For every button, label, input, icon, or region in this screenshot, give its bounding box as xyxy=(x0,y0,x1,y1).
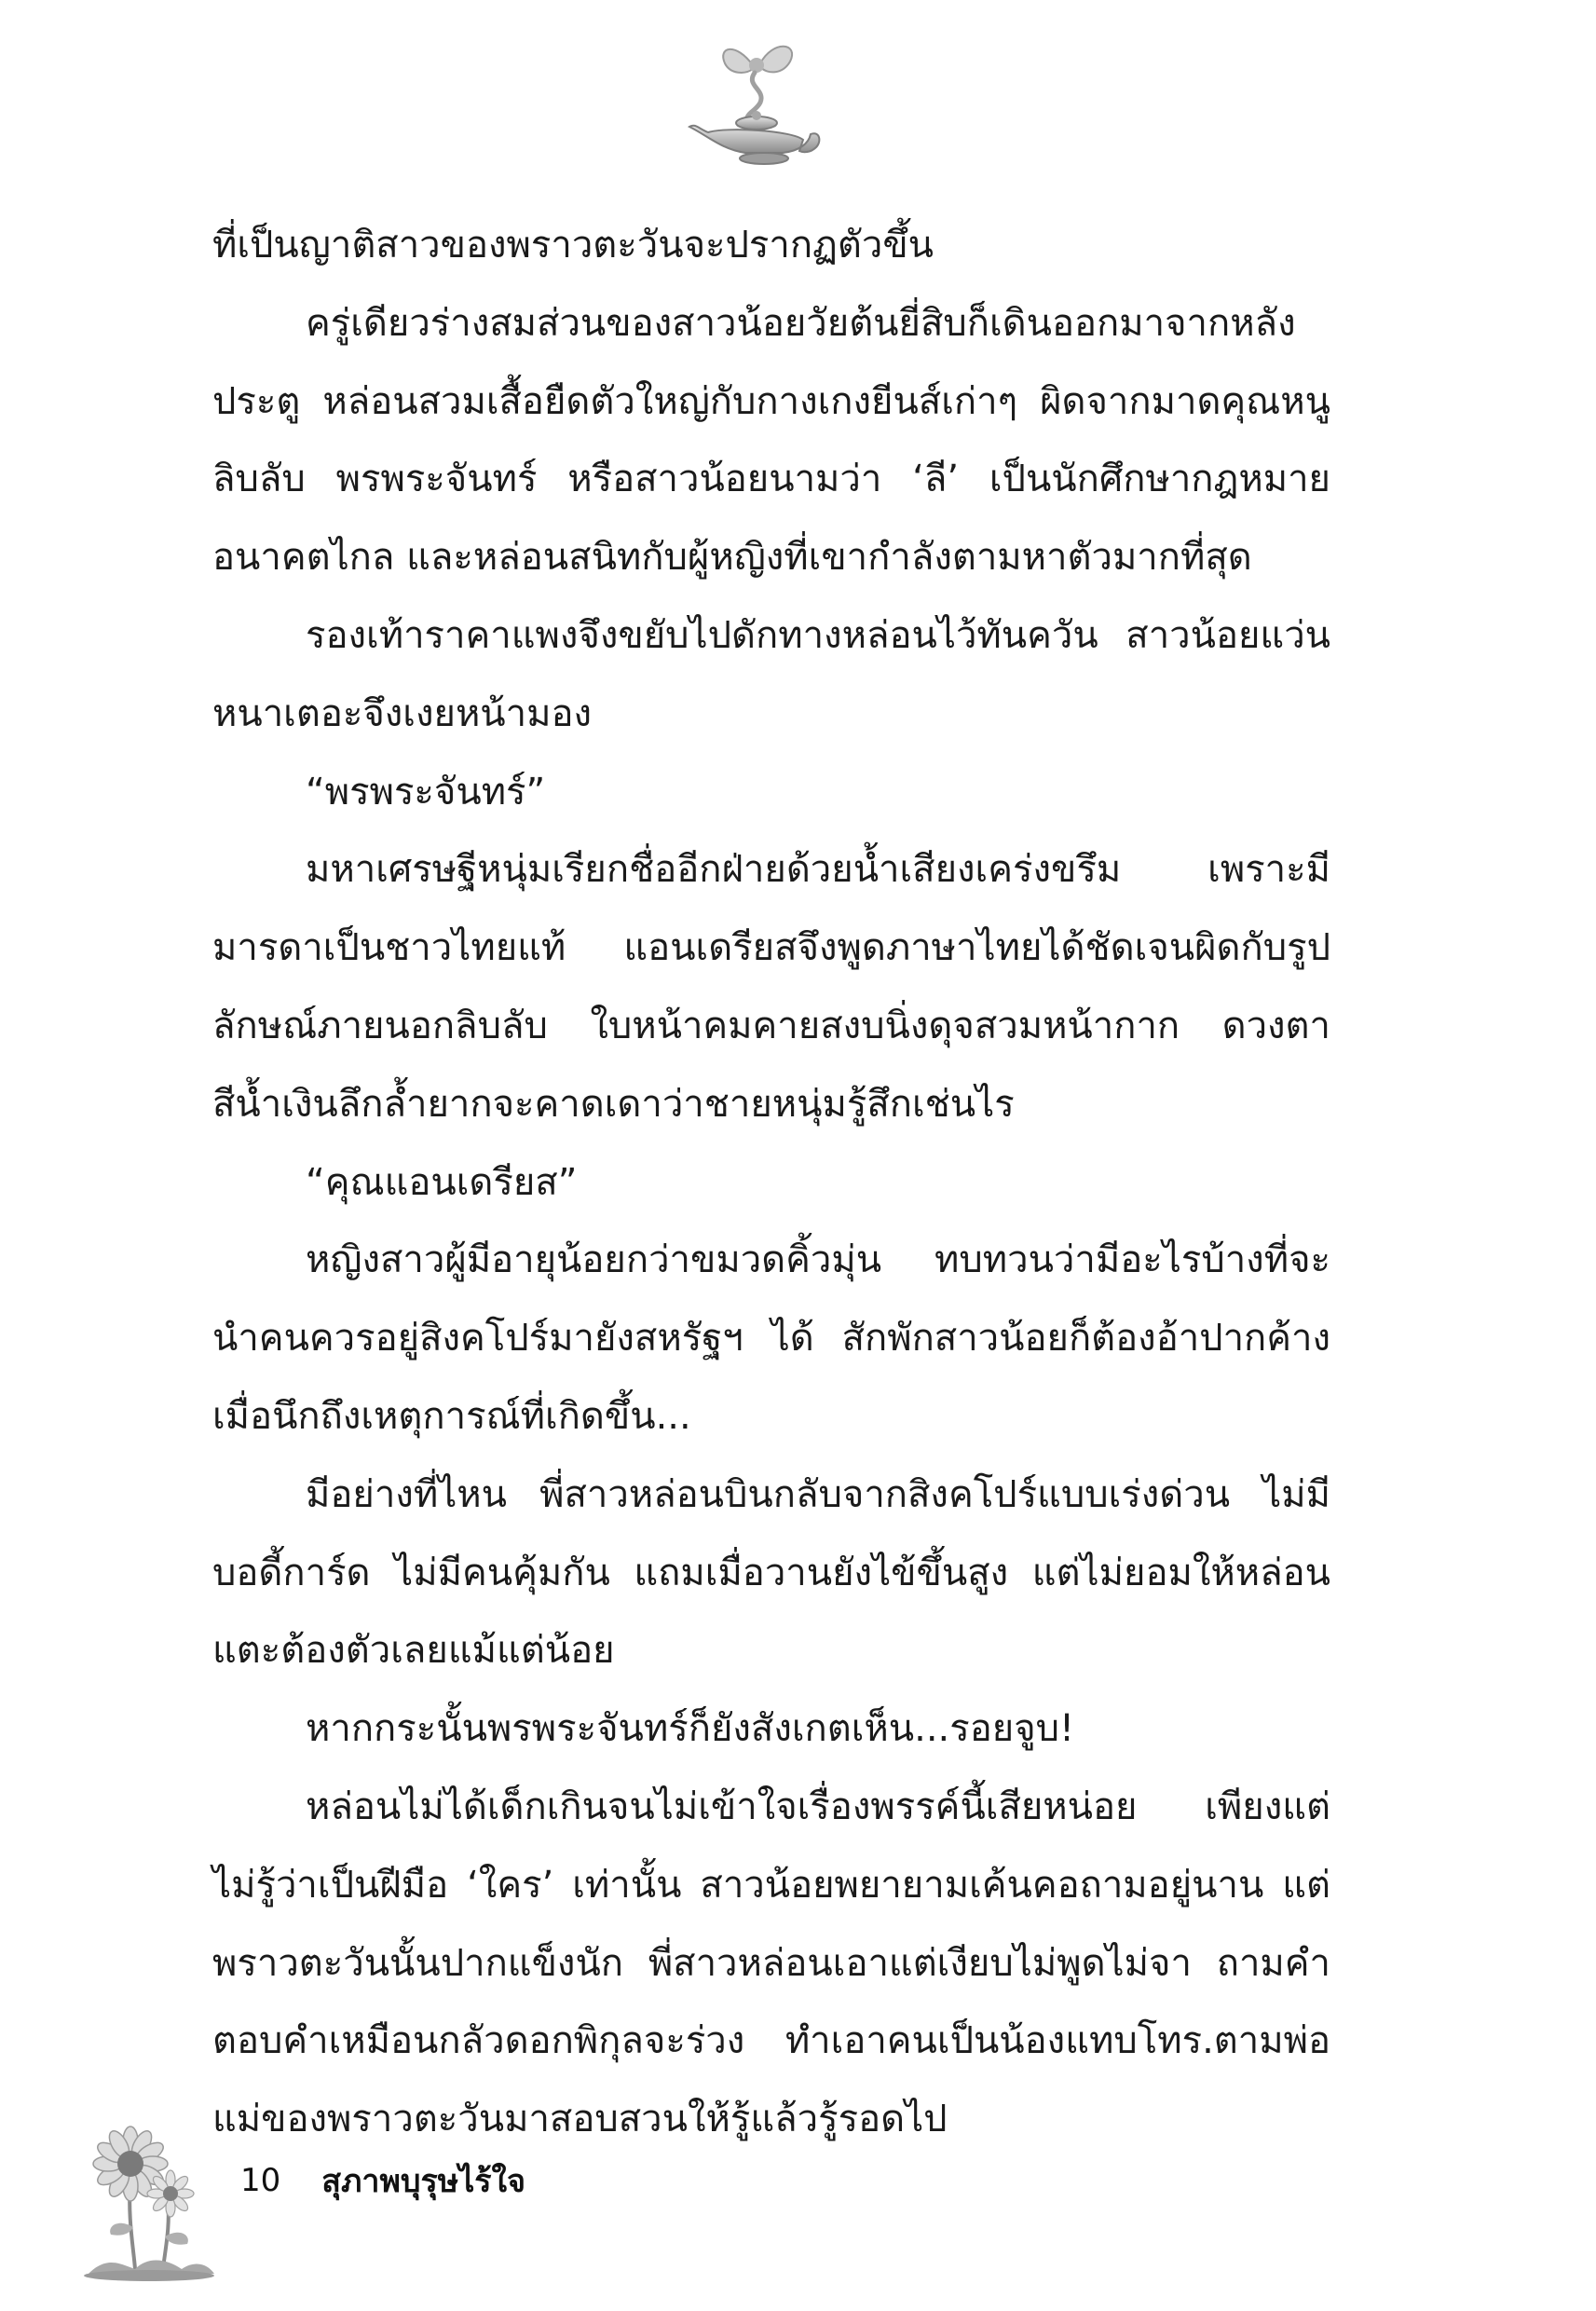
sunflower-icon xyxy=(79,2115,219,2283)
paragraph-6: “คุณแอนเดรียส” xyxy=(306,1160,578,1204)
page-footer xyxy=(240,2153,525,2208)
paragraph-3: รองเท้าราคาแพงจึงขยับไปดักทางหล่อนไว้ทันควัน สาวน้อยแว่นหนาเตอะจึงเงยหน้ามอง xyxy=(212,613,1330,735)
page-number: 10 xyxy=(240,2162,281,2199)
magic-lamp-fairy-icon xyxy=(680,37,829,168)
paragraph-9: หากกระนั้นพรพระจันทร์ก็ยังสังเกตเห็น...รอยจูบ! xyxy=(306,1707,1075,1751)
paragraph-10: หล่อนไม่ได้เด็กเกินจนไม่เข้าใจเรื่องพรรค์นี้เสียหน่อย เพียงแต่ไม่รู้ว่าเป็นฝีมือ ‘ใคร’ เท่านั้น สาวน้อยพยายามเค้นคอถามอยู่นาน แต่พราวตะวันนั้นปากแข็งนัก พี่สาวหล่อนเอาแต่เงียบไม่พูดไม่จา ถามคำตอบคำเหมือนกลัวดอกพิกุลจะร่วง ทำเอาคนเป็นน้องแทบโทร.ตามพ่อแม่ของพราวตะวันมาสอบสวนให้รู้แล้วรู้รอดไป xyxy=(212,1785,1330,2141)
paragraph-4: “พรพระจันทร์” xyxy=(306,770,546,814)
paragraph-7: หญิงสาวผู้มีอายุน้อยกว่าขมวดคิ้วมุ่น ทบทวนว่ามีอะไรบ้างที่จะนำคนควรอยู่สิงคโปร์มายังสหรัฐฯ ได้ สักพักสาวน้อยก็ต้องอ้าปากค้างเมื่อนึกถึงเหตุการณ์ที่เกิดขึ้น... xyxy=(212,1238,1330,1438)
book-title: สุภาพบุรุษไร้ใจ xyxy=(321,2163,526,2200)
paragraph-5: มหาเศรษฐีหนุ่มเรียกชื่ออีกฝ่ายด้วยน้ำเสียงเคร่งขรึม เพราะมีมารดาเป็นชาวไทยแท้ แอนเดรียสจึงพูดภาษาไทยได้ชัดเจนผิดกับรูปลักษณ์ภายนอกลิบลับ ใบหน้าคมคายสงบนิ่งดุจสวมหน้ากาก ดวงตาสีน้ำเงินลึกล้ำยากจะคาดเดาว่าชายหนุ่มรู้สึกเช่นไร xyxy=(212,848,1330,1126)
paragraph-1: ที่เป็นญาติสาวของพราวตะวันจะปรากฏตัวขึ้น xyxy=(212,224,934,267)
body-text xyxy=(212,207,1330,2141)
paragraph-8: มีอย่างที่ไหน พี่สาวหล่อนบินกลับจากสิงคโปร์แบบเร่งด่วน ไม่มีบอดี้การ์ด ไม่มีคนคุ้มกัน แถมเมื่อวานยังไข้ขึ้นสูง แต่ไม่ยอมให้หล่อนแตะต้องตัวเลยแม้แต่น้อย xyxy=(212,1472,1330,1673)
paragraph-2: ครู่เดียวร่างสมส่วนของสาวน้อยวัยต้นยี่สิบก็เดินออกมาจากหลังประตู หล่อนสวมเสื้อยืดตัวใหญ่กับกางเกงยีนส์เก่าๆ ผิดจากมาดคุณหนูลิบลับ พรพระจันทร์ หรือสาวน้อยนามว่า ‘ลี’ เป็นนักศึกษากฎหมายอนาคตไกล และหล่อนสนิทกับผู้หญิงที่เขากำลังตามหาตัวมากที่สุด xyxy=(212,301,1330,580)
